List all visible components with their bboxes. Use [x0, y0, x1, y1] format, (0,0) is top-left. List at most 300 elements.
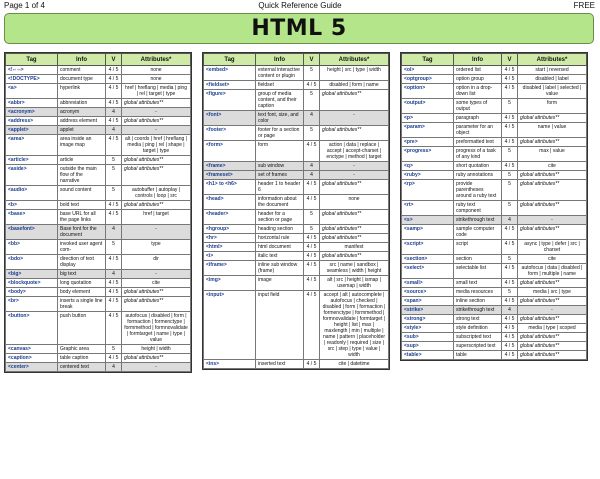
- tag-cell: <select>: [402, 264, 454, 279]
- info-cell: table caption: [58, 354, 106, 363]
- tag-cell: <ins>: [204, 360, 256, 369]
- license-label: FREE: [573, 1, 595, 10]
- table-row: [402, 138, 587, 147]
- tag-cell: <ol>: [402, 66, 454, 75]
- info-cell: paragraph: [454, 114, 502, 123]
- attributes-cell: href | hreflang | media | ping | rel | target | type: [122, 84, 191, 99]
- attributes-cell: autofocus | disabled | form | formaction | formenctype | formmethod | formnovalidate | formtarget | name | type | value: [122, 312, 191, 345]
- html5-banner: HTML 5: [4, 13, 594, 44]
- info-cell: provide parentheses around a ruby text: [454, 180, 502, 201]
- tag-cell: <ruby>: [402, 171, 454, 180]
- attributes-cell: -: [320, 171, 389, 180]
- version-cell: 4 / 5: [304, 141, 320, 162]
- attributes-cell: media | src | type: [518, 288, 587, 297]
- version-cell: 5: [502, 255, 518, 264]
- attributes-cell: -: [122, 225, 191, 240]
- tag-cell: <center>: [6, 363, 58, 372]
- attributes-cell: global attributes**: [320, 90, 389, 111]
- info-cell: ruby annotations: [454, 171, 502, 180]
- table-row: [402, 180, 587, 201]
- attributes-cell: autofocus | data | disabled | form | multiple | name: [518, 264, 587, 279]
- tag-cell: <output>: [402, 99, 454, 114]
- version-cell: 5: [502, 180, 518, 201]
- version-cell: 4 / 5: [106, 312, 122, 345]
- attributes-cell: -: [518, 306, 587, 315]
- info-cell: parameter for an object: [454, 123, 502, 138]
- attributes-cell: dir: [122, 255, 191, 270]
- version-cell: 4 / 5: [502, 162, 518, 171]
- info-cell: ordered list: [454, 66, 502, 75]
- attributes-cell: global attributes**: [320, 225, 389, 234]
- attributes-cell: alt | src | height | ismap | usemap | width: [320, 276, 389, 291]
- info-cell: set of frames: [256, 171, 304, 180]
- attributes-cell: -: [122, 363, 191, 372]
- header-version: V: [106, 54, 122, 66]
- tag-cell: <hr>: [204, 234, 256, 243]
- info-cell: Graphic area: [58, 345, 106, 354]
- attributes-cell: name | value: [518, 123, 587, 138]
- version-cell: 4 / 5: [502, 66, 518, 75]
- info-cell: horizontal rule: [256, 234, 304, 243]
- attributes-cell: -: [122, 108, 191, 117]
- header-tag: Tag: [6, 54, 58, 66]
- table-row: [6, 240, 191, 255]
- version-cell: 5: [502, 171, 518, 180]
- tag-cell: <a>: [6, 84, 58, 99]
- tag-cell: <figure>: [204, 90, 256, 111]
- version-cell: 4 / 5: [106, 255, 122, 270]
- info-cell: comment: [58, 66, 106, 75]
- tag-cell: <img>: [204, 276, 256, 291]
- tag-cell: <font>: [204, 111, 256, 126]
- tag-cell: <hgroup>: [204, 225, 256, 234]
- table-row: [6, 156, 191, 165]
- tag-cell: <!DOCTYPE>: [6, 75, 58, 84]
- info-cell: heading section: [256, 225, 304, 234]
- attributes-cell: disabled | label: [518, 75, 587, 84]
- tag-cell: <rp>: [402, 180, 454, 201]
- table-row: [402, 171, 587, 180]
- table-row: [6, 297, 191, 312]
- tag-cell: <table>: [402, 351, 454, 360]
- tag-cell: <p>: [402, 114, 454, 123]
- table-row: [402, 333, 587, 342]
- tag-cell: <optgroup>: [402, 75, 454, 84]
- table-row: [204, 66, 389, 81]
- version-cell: 5: [304, 210, 320, 225]
- attributes-cell: disabled | label | selected | value: [518, 84, 587, 99]
- version-cell: 5: [106, 165, 122, 186]
- tag-cell: <big>: [6, 270, 58, 279]
- table-row: [6, 270, 191, 279]
- attributes-cell: height | width: [122, 345, 191, 354]
- version-cell: 4: [502, 216, 518, 225]
- table-row: [204, 276, 389, 291]
- attributes-cell: global attributes**: [518, 114, 587, 123]
- info-cell: sub window: [256, 162, 304, 171]
- attributes-cell: disabled | form | name: [320, 81, 389, 90]
- info-cell: image: [256, 276, 304, 291]
- header-tag: Tag: [204, 54, 256, 66]
- version-cell: 5: [304, 90, 320, 111]
- attributes-cell: global attributes**: [320, 126, 389, 141]
- table-row: [6, 186, 191, 201]
- table-row: [402, 114, 587, 123]
- info-cell: acronym: [58, 108, 106, 117]
- tag-cell: <base>: [6, 210, 58, 225]
- info-cell: selectable list: [454, 264, 502, 279]
- attributes-cell: global attributes**: [320, 234, 389, 243]
- reference-table-3: [400, 52, 588, 361]
- info-cell: address element: [58, 117, 106, 126]
- tag-cell: <aside>: [6, 165, 58, 186]
- table-row: [402, 315, 587, 324]
- version-cell: 4 / 5: [304, 195, 320, 210]
- version-cell: 4: [106, 108, 122, 117]
- table-row: [402, 288, 587, 297]
- info-cell: long quotation: [58, 279, 106, 288]
- info-cell: input field: [256, 291, 304, 360]
- tag-cell: <small>: [402, 279, 454, 288]
- version-cell: 4 / 5: [502, 240, 518, 255]
- tag-cell: <blockquote>: [6, 279, 58, 288]
- tag-cell: <style>: [402, 324, 454, 333]
- table-row: [204, 261, 389, 276]
- tag-cell: <source>: [402, 288, 454, 297]
- table-header-row: [204, 54, 389, 66]
- version-cell: 4 / 5: [304, 243, 320, 252]
- tag-cell: <strike>: [402, 306, 454, 315]
- version-cell: 4 / 5: [106, 279, 122, 288]
- attributes-cell: global attributes**: [518, 180, 587, 201]
- attributes-cell: media | type | scoped: [518, 324, 587, 333]
- tag-cell: <span>: [402, 297, 454, 306]
- info-cell: subscripted text: [454, 333, 502, 342]
- attributes-cell: -: [320, 162, 389, 171]
- tag-cell: <b>: [6, 201, 58, 210]
- attributes-cell: global attributes**: [518, 342, 587, 351]
- table-row: [204, 291, 389, 360]
- attributes-cell: cite | datetime: [320, 360, 389, 369]
- version-cell: 4 / 5: [106, 99, 122, 108]
- info-cell: footer for a section or page: [256, 126, 304, 141]
- tag-cell: <canvas>: [6, 345, 58, 354]
- info-cell: big text: [58, 270, 106, 279]
- tag-cell: <sub>: [402, 333, 454, 342]
- info-cell: some types of output: [454, 99, 502, 114]
- info-cell: inserts a single line break: [58, 297, 106, 312]
- tag-cell: <option>: [402, 84, 454, 99]
- attributes-cell: global attributes**: [518, 315, 587, 324]
- tag-cell: <address>: [6, 117, 58, 126]
- table-row: [6, 66, 191, 75]
- attributes-cell: global attributes**: [320, 210, 389, 225]
- version-cell: 4 / 5: [502, 333, 518, 342]
- table-row: [402, 351, 587, 360]
- info-cell: media resources: [454, 288, 502, 297]
- tag-cell: <input>: [204, 291, 256, 360]
- version-cell: 5: [106, 345, 122, 354]
- info-cell: hyperlink: [58, 84, 106, 99]
- info-cell: body element: [58, 288, 106, 297]
- top-bar: [0, 0, 600, 12]
- table-row: [402, 216, 587, 225]
- attributes-cell: none: [320, 195, 389, 210]
- tag-cell: <applet>: [6, 126, 58, 135]
- tag-cell: <header>: [204, 210, 256, 225]
- info-cell: document type: [58, 75, 106, 84]
- attributes-cell: cite: [518, 255, 587, 264]
- tag-cell: <html>: [204, 243, 256, 252]
- version-cell: 4 / 5: [502, 75, 518, 84]
- tag-cell: <rt>: [402, 201, 454, 216]
- version-cell: 4 / 5: [106, 84, 122, 99]
- table-row: [402, 240, 587, 255]
- table-row: [204, 210, 389, 225]
- info-cell: option in a drop-down list: [454, 84, 502, 99]
- version-cell: 4: [106, 270, 122, 279]
- version-cell: 5: [502, 99, 518, 114]
- version-cell: 4 / 5: [304, 291, 320, 360]
- tag-cell: <fieldset>: [204, 81, 256, 90]
- version-cell: 5: [304, 225, 320, 234]
- attributes-cell: global attributes**: [122, 354, 191, 363]
- table-row: [204, 162, 389, 171]
- version-cell: 4: [106, 363, 122, 372]
- attributes-cell: global attributes**: [122, 156, 191, 165]
- info-cell: strikethrough text: [454, 306, 502, 315]
- table-row: [204, 243, 389, 252]
- version-cell: 4: [502, 306, 518, 315]
- doc-title: Quick Reference Guide: [258, 1, 342, 10]
- table-row: [204, 171, 389, 180]
- info-cell: preformatted text: [454, 138, 502, 147]
- tag-cell: <acronym>: [6, 108, 58, 117]
- reference-table-2: [202, 52, 390, 370]
- table-row: [204, 111, 389, 126]
- info-cell: italic text: [256, 252, 304, 261]
- table-row: [204, 234, 389, 243]
- table-row: [402, 66, 587, 75]
- table-row: [6, 84, 191, 99]
- attributes-cell: global attributes**: [320, 180, 389, 195]
- version-cell: 5: [304, 126, 320, 141]
- reference-table-1: [4, 52, 192, 373]
- tag-cell: <h1> to <h6>: [204, 180, 256, 195]
- header-attributes: Attributes*: [518, 54, 587, 66]
- tag-cell: <sup>: [402, 342, 454, 351]
- version-cell: 4 / 5: [304, 81, 320, 90]
- info-cell: abbreviation: [58, 99, 106, 108]
- attributes-cell: global attributes**: [518, 333, 587, 342]
- info-cell: superscripted text: [454, 342, 502, 351]
- version-cell: 4 / 5: [106, 201, 122, 210]
- table-row: [204, 180, 389, 195]
- version-cell: 5: [502, 147, 518, 162]
- table-row: [402, 201, 587, 216]
- version-cell: 4 / 5: [304, 360, 320, 369]
- tag-cell: <iframe>: [204, 261, 256, 276]
- attributes-cell: -: [518, 216, 587, 225]
- attributes-cell: global attributes**: [122, 99, 191, 108]
- attributes-cell: href | target: [122, 210, 191, 225]
- attributes-cell: global attributes**: [518, 138, 587, 147]
- info-cell: small text: [454, 279, 502, 288]
- version-cell: 4: [106, 126, 122, 135]
- attributes-cell: cite: [122, 279, 191, 288]
- version-cell: 4 / 5: [106, 75, 122, 84]
- table-row: [6, 255, 191, 270]
- info-cell: progress of a task of any kind: [454, 147, 502, 162]
- table-row: [6, 225, 191, 240]
- table-row: [6, 99, 191, 108]
- tag-cell: <caption>: [6, 354, 58, 363]
- tag-cell: <article>: [6, 156, 58, 165]
- page-indicator: Page 1 of 4: [4, 1, 45, 10]
- table-row: [6, 75, 191, 84]
- table-row: [6, 312, 191, 345]
- table-row: [402, 264, 587, 279]
- table-row: [204, 90, 389, 111]
- version-cell: 4: [304, 111, 320, 126]
- attributes-cell: none: [122, 66, 191, 75]
- version-cell: 4 / 5: [502, 324, 518, 333]
- info-cell: push button: [58, 312, 106, 345]
- table-row: [402, 279, 587, 288]
- info-cell: short quotation: [454, 162, 502, 171]
- attributes-cell: height | src | type | width: [320, 66, 389, 81]
- tag-cell: <samp>: [402, 225, 454, 240]
- info-cell: style definition: [454, 324, 502, 333]
- version-cell: 4 / 5: [106, 354, 122, 363]
- attributes-cell: accept | alt | autocomplete | autofocus | checked | disabled | form | formaction | formenctype | formmethod | formnovalidate | formtarget | height | list | max | maxlength | min | multiple | name | pattern | placeholder | readonly | required | size | src | step | type | value | width: [320, 291, 389, 360]
- tag-cell: <progress>: [402, 147, 454, 162]
- attributes-cell: global attributes**: [518, 279, 587, 288]
- tag-cell: <q>: [402, 162, 454, 171]
- table-row: [402, 324, 587, 333]
- tag-cell: <strong>: [402, 315, 454, 324]
- version-cell: 4 / 5: [106, 135, 122, 156]
- header-attributes: Attributes*: [122, 54, 191, 66]
- attributes-cell: alt | coords | href | hreflang | media | ping | rel | shape | target | type: [122, 135, 191, 156]
- tag-cell: <head>: [204, 195, 256, 210]
- tag-cell: <body>: [6, 288, 58, 297]
- version-cell: 4 / 5: [502, 279, 518, 288]
- attributes-cell: autobuffer | autoplay | controls | loop | src: [122, 186, 191, 201]
- version-cell: 4 / 5: [502, 315, 518, 324]
- attributes-cell: global attributes**: [122, 288, 191, 297]
- attributes-cell: global attributes**: [122, 117, 191, 126]
- table-row: [6, 345, 191, 354]
- version-cell: 5: [502, 201, 518, 216]
- attributes-cell: async | type | defer | src | charset: [518, 240, 587, 255]
- version-cell: 5: [106, 156, 122, 165]
- table-row: [402, 342, 587, 351]
- attributes-cell: global attributes**: [122, 165, 191, 186]
- table-row: [204, 252, 389, 261]
- version-cell: 4 / 5: [502, 342, 518, 351]
- table-row: [402, 255, 587, 264]
- tag-cell: <bb>: [6, 240, 58, 255]
- table-row: [204, 195, 389, 210]
- info-cell: table: [454, 351, 502, 360]
- version-cell: 4: [304, 171, 320, 180]
- table-row: [6, 279, 191, 288]
- info-cell: strong text: [454, 315, 502, 324]
- info-cell: centered text: [58, 363, 106, 372]
- tag-cell: <button>: [6, 312, 58, 345]
- info-cell: strikethrough text: [454, 216, 502, 225]
- table-row: [204, 225, 389, 234]
- table-row: [204, 141, 389, 162]
- attributes-cell: global attributes**: [122, 201, 191, 210]
- info-cell: fieldset: [256, 81, 304, 90]
- attributes-cell: global attributes**: [518, 297, 587, 306]
- info-cell: header 1 to header 6: [256, 180, 304, 195]
- tag-cell: <footer>: [204, 126, 256, 141]
- info-cell: information about the document: [256, 195, 304, 210]
- version-cell: 4 / 5: [106, 66, 122, 75]
- header-tag: Tag: [402, 54, 454, 66]
- tag-cell: <frame>: [204, 162, 256, 171]
- table-row: [402, 123, 587, 138]
- header-info: Info: [256, 54, 304, 66]
- header-version: V: [502, 54, 518, 66]
- attributes-cell: manifest: [320, 243, 389, 252]
- table-row: [402, 162, 587, 171]
- tag-cell: <section>: [402, 255, 454, 264]
- attributes-cell: global attributes**: [122, 297, 191, 312]
- info-cell: applet: [58, 126, 106, 135]
- table-row: [402, 99, 587, 114]
- table-row: [402, 306, 587, 315]
- info-cell: html document: [256, 243, 304, 252]
- info-cell: article: [58, 156, 106, 165]
- tag-cell: <area>: [6, 135, 58, 156]
- attributes-cell: none: [122, 75, 191, 84]
- tag-cell: <abbr>: [6, 99, 58, 108]
- table-row: [6, 201, 191, 210]
- header-attributes: Attributes*: [320, 54, 389, 66]
- header-version: V: [304, 54, 320, 66]
- info-cell: bold text: [58, 201, 106, 210]
- attributes-cell: global attributes**: [518, 351, 587, 360]
- version-cell: 4 / 5: [304, 252, 320, 261]
- version-cell: 4 / 5: [304, 180, 320, 195]
- table-row: [402, 75, 587, 84]
- table-row: [402, 147, 587, 162]
- attributes-cell: max | value: [518, 147, 587, 162]
- version-cell: 4 / 5: [304, 261, 320, 276]
- version-cell: 5: [304, 66, 320, 81]
- tag-cell: <br>: [6, 297, 58, 312]
- version-cell: 4 / 5: [304, 276, 320, 291]
- info-cell: option group: [454, 75, 502, 84]
- version-cell: 4 / 5: [502, 114, 518, 123]
- table-row: [204, 360, 389, 369]
- attributes-cell: global attributes**: [320, 252, 389, 261]
- info-cell: header for a section or page: [256, 210, 304, 225]
- tag-cell: <basefont>: [6, 225, 58, 240]
- info-cell: sound content: [58, 186, 106, 201]
- version-cell: 4 / 5: [106, 210, 122, 225]
- info-cell: section: [454, 255, 502, 264]
- version-cell: 4 / 5: [502, 84, 518, 99]
- version-cell: 4 / 5: [106, 288, 122, 297]
- table-row: [402, 225, 587, 240]
- attributes-cell: action | data | replace | accept | accept-charset | enctype | method | target: [320, 141, 389, 162]
- info-cell: inline sub window (frame): [256, 261, 304, 276]
